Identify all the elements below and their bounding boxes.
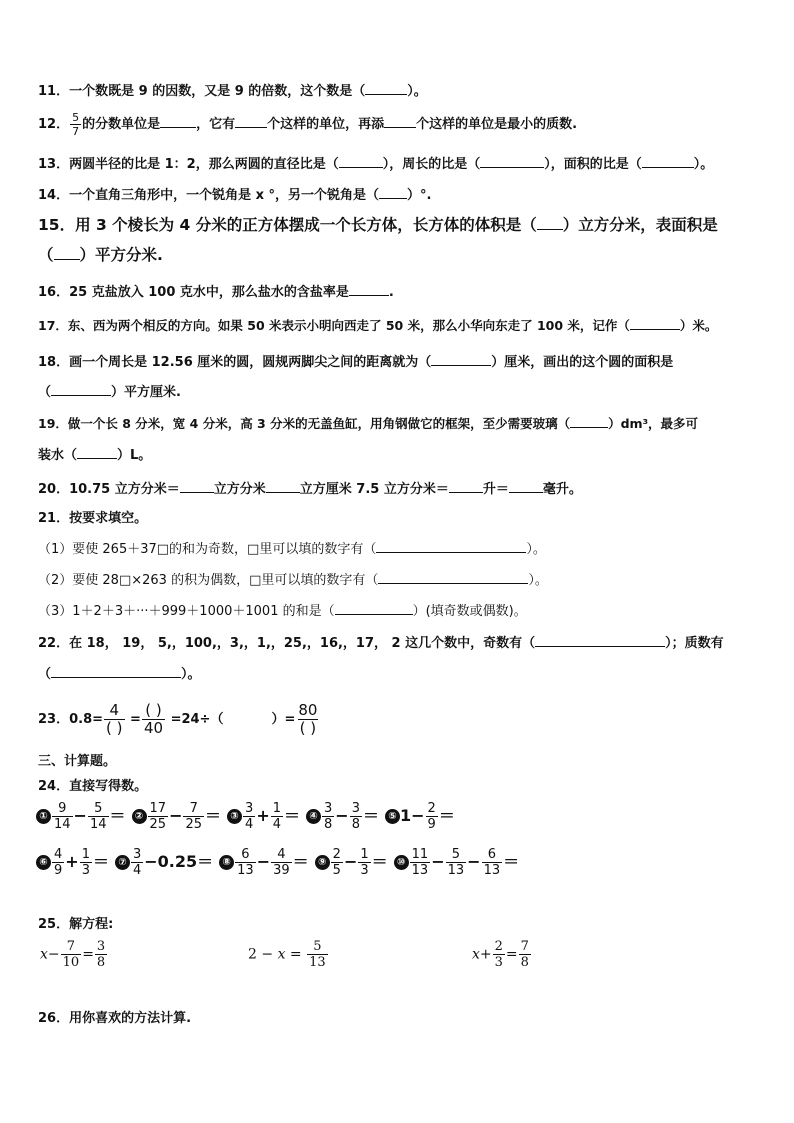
question-24-title: 24．直接写得数。 [38,779,148,794]
answer-blank[interactable] [180,480,214,493]
answer-blank[interactable] [376,540,526,553]
item-number-mark: ⑦ [115,855,130,870]
answer-blank[interactable] [339,155,383,168]
item-number-mark: ⑨ [315,855,330,870]
question-25-title: 25．解方程: [38,917,114,932]
answer-blank[interactable] [365,82,407,95]
item-number-mark: ⑥ [36,855,51,870]
fraction: $\frac{( )}{40}$ [143,701,164,737]
operator: ＝ [503,852,520,871]
item-number-mark: ⑧ [219,855,234,870]
calc-item[interactable] [315,848,388,877]
question-21-2: （2）要使 28□×263 的积为偶数，□里可以填的数字有（ ）。 [38,573,548,588]
operator: ＝ [109,806,126,825]
item-number-mark: ③ [227,809,242,824]
question-15-cont: （ ）平方分米. [38,246,163,264]
answer-blank[interactable] [535,634,665,647]
operator: − [431,852,445,871]
question-15: 15．用 3 个棱长为 4 分米的正方体摆成一个长方体，长方体的体积是（ ）立方分米，表面积是 [38,216,718,234]
answer-blank[interactable] [349,283,389,296]
operator: ＝ [292,852,309,871]
answer-blank[interactable] [77,446,117,459]
fraction: $\frac{4}{39}$ [273,847,290,878]
fraction: $\frac{6}{13}$ [237,847,254,878]
fraction: $\frac{11}{13}$ [411,847,429,878]
operator: ＝ [438,806,455,825]
fraction: $\frac{6}{13}$ [483,847,501,878]
operator: ＝ [362,806,379,825]
fraction: $\frac{9}{14}$ [54,801,71,832]
section-3-title: 三、计算题。 [38,754,117,769]
fraction: $\frac{1}{3}$ [81,847,90,878]
question-13: 13．两圆半径的比是 1：2，那么两圆的直径比是（ ），周长的比是（ ），面积的比是（ ）。 [38,157,714,172]
fraction: $\frac{4}{9}$ [54,847,63,878]
answer-blank[interactable] [51,383,111,396]
answer-blank[interactable] [431,353,491,366]
answer-blank[interactable] [160,115,196,128]
equation-2[interactable]: 2 − x = $\frac{5}{13}$ [248,939,326,970]
operator: −0.25＝ [144,852,214,871]
item-number-mark: ④ [306,809,321,824]
question-22: 22．在 18， 19， 5,，100,，3,，1,，25,，16,，17， 2 这几个数中，奇数有（ ）；质数有 [38,636,724,651]
fraction: $\frac{17}{25}$ [149,801,167,832]
operator: − [73,806,87,825]
question-19: 19．做一个长 8 分米，宽 4 分米，高 3 分米的无盖鱼缸，用角钢做它的框架，至少需要玻璃（ ）dm³，最多可 [38,416,699,431]
question-16: 16．25 克盐放入 100 克水中，那么盐水的含盐率是 . [38,285,394,300]
calc-item[interactable] [306,802,379,831]
operator: ＝ [371,852,388,871]
item-number-mark: ⑩ [394,855,409,870]
item-number-mark: ⑤ [385,809,400,824]
answer-blank[interactable] [384,115,416,128]
calc-item[interactable] [115,848,213,877]
equation-3[interactable]: x+ $\frac{2}{3}$ = $\frac{7}{8}$ [472,939,529,970]
question-14: 14．一个直角三角形中，一个锐角是 x °，另一个锐角是（ ）°. [38,188,432,203]
item-number-mark: ① [36,809,51,824]
answer-blank[interactable] [449,480,483,493]
operator: − [169,806,183,825]
answer-blank[interactable] [537,217,563,230]
calc-item[interactable] [227,802,300,831]
question-18: 18．画一个周长是 12.56 厘米的圆，圆规两脚尖之间的距离就为（ ）厘米，画出的这个圆的面积是 [38,355,674,370]
operator: − [343,852,358,871]
question-18-cont: （ ）平方厘米. [38,385,181,400]
operator: − [335,806,349,825]
fraction: $\frac{3}{8}$ [324,801,333,832]
question-19-cont: 装水（ ）L。 [38,448,152,463]
answer-blank[interactable] [509,480,543,493]
question-21-1: （1）要使 265＋37□的和为奇数，□里可以填的数字有（ ）。 [38,542,546,557]
q11-text: 11．一个数既是 9 的因数，又是 9 的倍数，这个数是（ [38,84,366,99]
answer-blank[interactable] [223,711,271,723]
item-number-mark: ② [132,809,147,824]
fraction: $\frac{1}{3}$ [360,847,369,878]
fraction: $\frac{7}{25}$ [185,801,203,832]
calc-item[interactable] [385,802,455,831]
calc-row-1 [36,802,461,831]
operator: − [467,852,481,871]
fraction: $\frac{1}{4}$ [272,801,281,832]
answer-blank[interactable] [480,155,544,168]
question-22-cont: （ ）。 [38,667,201,682]
calc-row-2 [36,848,525,877]
answer-blank[interactable] [378,571,528,584]
fraction: $\frac{5}{13}$ [447,847,465,878]
calc-item[interactable] [132,802,222,831]
question-21-3: （3）1＋2＋3＋···＋999＋1000＋1001 的和是（ ）(填奇数或偶数)。 [38,604,527,619]
operator: + [65,852,79,871]
operator: ＝ [205,806,222,825]
calc-item[interactable] [394,848,519,877]
calc-item[interactable] [36,802,126,831]
answer-blank[interactable] [570,415,608,428]
answer-blank[interactable] [379,186,407,199]
answer-blank[interactable] [235,115,267,128]
answer-blank[interactable] [642,155,694,168]
operator: ＝ [92,852,109,871]
operator: ＝ [284,806,301,825]
fraction: $\frac{3}{4}$ [245,801,254,832]
answer-blank[interactable] [54,247,80,260]
answer-blank[interactable] [630,317,680,330]
question-11: 11．一个数既是 9 的因数，又是 9 的倍数，这个数是（ ）。 [38,84,427,99]
fraction: $\frac{2}{9}$ [427,801,436,832]
fraction: $\frac{4}{( )}$ [106,701,123,737]
question-20: 20．10.75 立方分米＝ 立方分米 立方厘米 7.5 立方分米＝ 升＝ 毫升。 [38,482,582,497]
question-23: 23．0.8= $\frac{4}{( )}$ = $\frac{( )}{40}$ =24÷（ ）= $\frac{80}{( )}$ [38,701,318,737]
fraction: $\frac{2}{5}$ [332,847,341,878]
question-17: 17．东、西为两个相反的方向。如果 50 米表示小明向西走了 50 米，那么小华向东走了 100 米，记作（ ）米。 [38,318,718,333]
calc-item[interactable] [219,848,309,877]
answer-blank[interactable] [266,480,300,493]
fraction: $\frac{3}{8}$ [351,801,360,832]
fraction: $\frac{3}{4}$ [132,847,142,878]
question-12: 12． $\frac{5}{7}$ 的分数单位是 ，它有 个这样的单位，再添 个这样的单位是最小的质数. [38,111,578,138]
equation-1[interactable]: x− $\frac{7}{10}$ = $\frac{3}{8}$ [40,939,106,970]
operator: + [256,806,270,825]
answer-blank[interactable] [335,602,413,615]
fraction: $\frac{5}{7}$ [72,111,80,138]
question-26: 26．用你喜欢的方法计算. [38,1011,192,1026]
fraction: $\frac{5}{14}$ [89,801,107,832]
operator: 1− [400,806,425,825]
calc-item[interactable] [36,848,109,877]
answer-blank[interactable] [51,665,181,678]
question-21-title: 21．按要求填空。 [38,511,148,526]
operator: − [256,852,271,871]
fraction: $\frac{80}{( )}$ [298,701,318,737]
